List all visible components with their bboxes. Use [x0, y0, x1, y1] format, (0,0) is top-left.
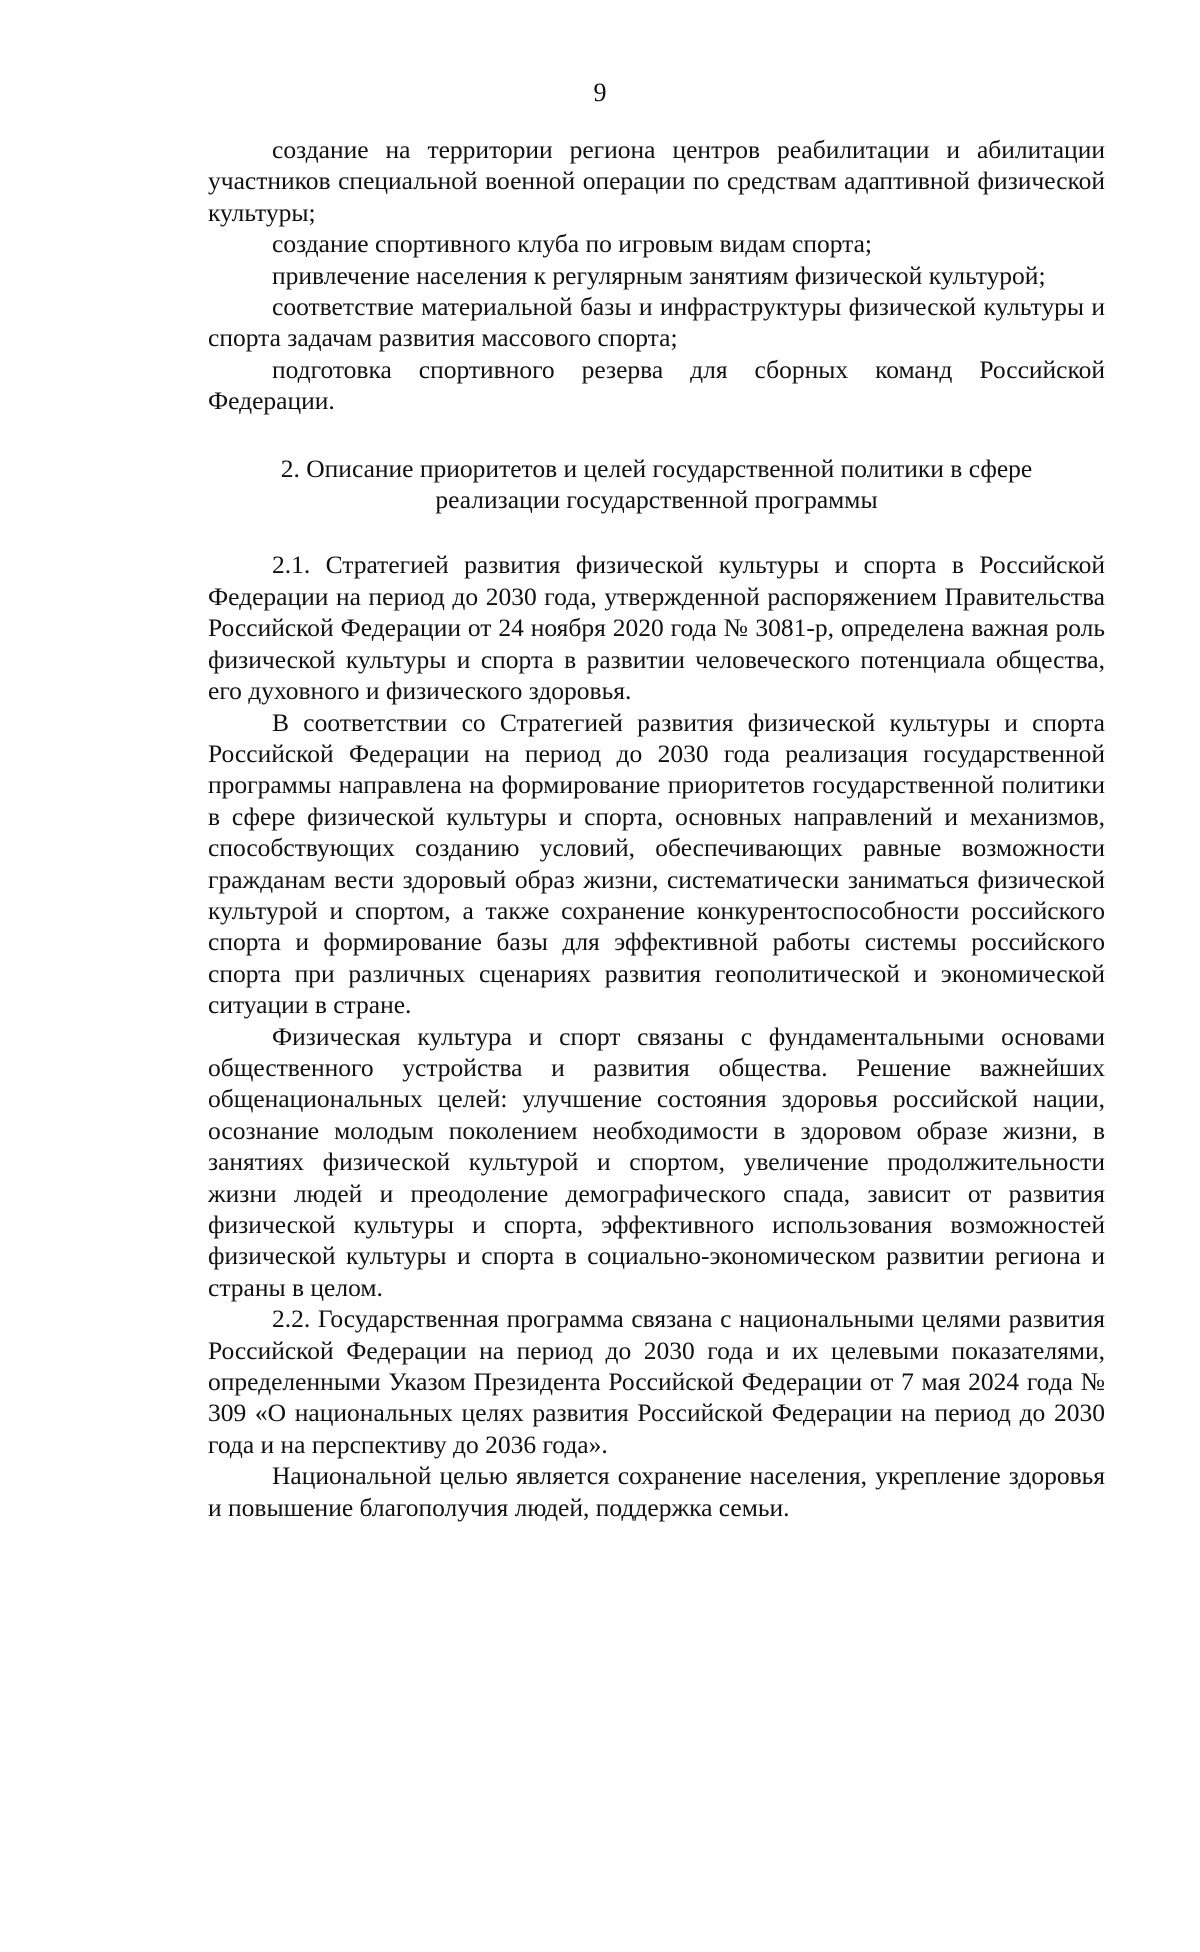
paragraph-strategy-implementation: В соответствии со Стратегией развития физической культуры и спорта Российской Федерации на период до 2030 года реализация государственной программы направлена на формирование приоритетов государственной политики в сфере физической культуры и спорта, основных направлений и механизмов, способствующих созданию условий, обеспечивающих равные возможности гражданам вести здоровый образ жизни, систематически заниматься физической культурой и спортом, а также сохранение конкурентоспособности российского спорта и формирование базы для эффективной работы системы российского спорта при различных сценариях развития геополитической и экономической ситуации в стране.	[208, 707, 1105, 1020]
page-number: 9	[593, 78, 607, 107]
document-body	[208, 134, 1105, 1523]
paragraph-sports-club: создание спортивного клуба по игровым видам спорта;	[272, 229, 872, 259]
paragraph-rehab-centers: создание на территории региона центров реабилитации и абилитации участников специальной военной операции по средствам адаптивной физической культуры;	[208, 135, 1105, 227]
paragraph-sports-reserve: подготовка спортивного резерва для сборных команд Российской Федерации.	[208, 354, 1105, 416]
paragraph-population-engagement: привлечение населения к регулярным занятиям физической культурой;	[272, 260, 1046, 290]
paragraph-national-goal: Национальной целью является сохранение населения, укрепление здоровья и повышение благополучия людей, поддержка семьи.	[208, 1461, 1105, 1522]
paragraph-2-2-national-goals: 2.2. Государственная программа связана с национальными целями развития Российской Федерации на период до 2030 года и их целевыми показателями, определенными Указом Президента Российской Федерации от 7 мая 2024 года № 309 «О национальных целях развития Российской Федерации на период до 2030 года и на перспективу до 2036 года».	[208, 1304, 1105, 1459]
paragraph-national-goals-sport: Физическая культура и спорт связаны с фундаментальными основами общественного устройства и развития общества. Решение важнейших общенациональных целей: улучшение состояния здоровья российской нации, осознание молодым поколением необходимости в здоровом образе жизни, в занятиях физической культурой и спортом, увеличение продолжительности жизни людей и преодоление демографического спада, зависит от развития физической культуры и спорта, эффективного использования возможностей физической культуры и спорта в социально-экономическом развитии региона и страны в целом.	[208, 1021, 1105, 1302]
section-heading: 2. Описание приоритетов и целей государственной политики в сфере реализации государственной программы	[280, 453, 1033, 515]
paragraph-infrastructure: соответствие материальной базы и инфраструктуры физической культуры и спорта задачам развития массового спорта;	[208, 292, 1105, 353]
paragraph-2-1-strategy: 2.1. Стратегией развития физической культуры и спорта в Российской Федерации на период до 2030 года, утвержденной распоряжением Правительства Российской Федерации от 24 ноября 2020 года № 3081-р, определена важная роль физической культуры и спорта в развитии человеческого потенциала общества, его духовного и физического здоровья.	[208, 550, 1105, 706]
